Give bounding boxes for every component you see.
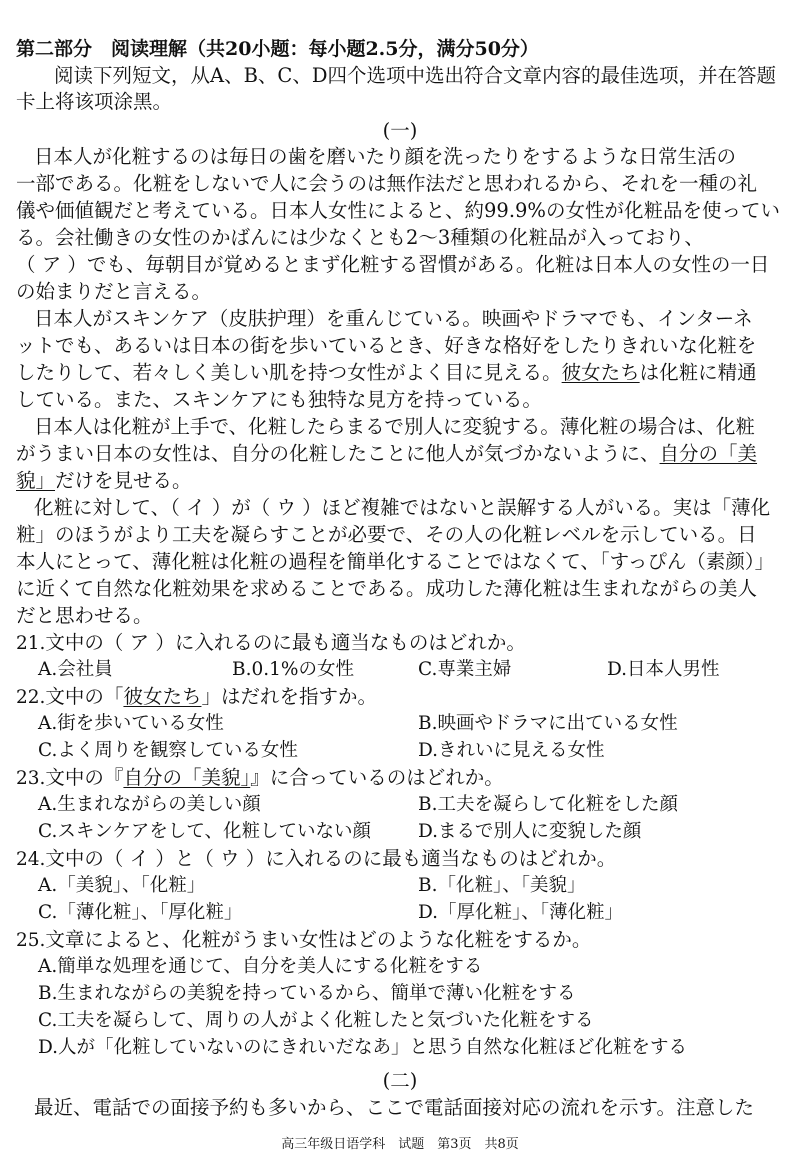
option-d[interactable]: D.日本人男性	[607, 659, 720, 680]
passage-text: だけを見せる。	[55, 469, 192, 492]
option-a[interactable]: A.生まれながらの美しい顔	[38, 794, 261, 815]
option-b[interactable]: B.工夫を凝らして化粧をした顔	[418, 794, 678, 815]
underlined-phrase-bibou: 自分の「美	[659, 442, 758, 465]
question-text: 文中の（ ア ）に入れるのに最も適当なものはどれか。	[45, 631, 526, 654]
question-text: 文章によると、化粧がうまい女性はどのような化粧をするか。	[45, 928, 592, 951]
question-stem	[16, 846, 786, 873]
instruction-line-2: 卡上将该项涂黑。	[16, 90, 173, 113]
passage-text: は化粧に精通	[639, 361, 757, 384]
option-b[interactable]: B.映画やドラマに出ている女性	[418, 713, 678, 734]
passage-line	[16, 441, 786, 467]
question-text: 文中の「	[45, 685, 124, 708]
passage-line	[16, 360, 786, 386]
option-d[interactable]: D.きれいに見える女性	[418, 740, 605, 761]
question-stem	[16, 927, 786, 954]
passage-line: 粧」のほうがより工夫を凝らすことが必要で、その人の化粧レベルを示している。日	[16, 523, 757, 546]
option-a[interactable]: A.簡単な処理を通じて、自分を美人にする化粧をする	[38, 956, 483, 977]
passage-line: 日本人が化粧するのは毎日の歯を磨いたり顔を洗ったりをするような日常生活の	[34, 145, 737, 168]
question-number: 21.	[16, 633, 46, 654]
passage-line: ットでも、あるいは日本の街を歩いているとき、好きな格好をしたりきれいな化粧を	[16, 334, 757, 357]
instruction-line-1: 阅读下列短文，从A、B、C、D四个选项中选出符合文章内容的最佳选项，并在答题	[54, 64, 776, 87]
option-c[interactable]: C.工夫を凝らして、周りの人がよく化粧したと気づいた化粧をする	[38, 1010, 594, 1031]
question-stem	[16, 684, 786, 711]
option-d[interactable]: D.「厚化粧」、「薄化粧」	[418, 902, 624, 923]
option-c[interactable]: C.「薄化粧」、「厚化粧」	[38, 902, 243, 923]
option-b[interactable]: B.0.1%の女性	[232, 659, 354, 680]
question-text: 文中の『	[45, 766, 124, 789]
passage-line: 儀や価値観だと考えている。日本人女性によると、約99.9%の女性が化粧品を使ってい	[16, 199, 780, 222]
question-stem	[16, 630, 786, 657]
question-text: 」はだれを指すか。	[201, 685, 377, 708]
option-c[interactable]: C.専業主婦	[418, 659, 512, 680]
passage-2-line: 最近、電話での面接予約も多いから、ここで電話面接対応の流れを示す。注意した	[34, 1096, 754, 1119]
question-stem	[16, 765, 786, 792]
page-footer: 高三年级日语学科 试题 第3页 共8页	[281, 1137, 519, 1152]
option-a[interactable]: A.会社員	[38, 659, 113, 680]
question-text: 文中の（ イ ）と（ ウ ）に入れるのに最も適当なものはどれか。	[45, 847, 617, 870]
question-number: 25.	[16, 930, 46, 951]
question-number: 23.	[16, 768, 46, 789]
passage-line: 日本人は化粧が上手で、化粧したらまるで別人に変貌する。薄化粧の場合は、化粧	[34, 415, 755, 438]
underlined-phrase-kanojotachi: 彼女たち	[561, 361, 640, 384]
option-a[interactable]: A.街を歩いている女性	[38, 713, 224, 734]
passage-line: の始まりだと言える。	[16, 280, 212, 303]
question-number: 24.	[16, 849, 46, 870]
option-c[interactable]: C.よく周りを観察している女性	[38, 740, 298, 761]
option-b[interactable]: B.「化粧」、「美貌」	[418, 875, 586, 896]
underlined-phrase-bibou-end: 貌」	[16, 469, 56, 492]
underlined-phrase: 自分の「美貌」	[123, 766, 251, 789]
question-number: 22.	[16, 687, 46, 708]
passage-line: る。会社働きの女性のかばんには少なくとも2～3種類の化粧品が入っており、	[16, 226, 704, 249]
option-d[interactable]: D.まるで別人に変貌した顔	[418, 821, 642, 842]
section-heading: 第二部分 阅读理解（共20小题：每小题2.5分，满分50分）	[16, 38, 539, 60]
underlined-phrase: 彼女たち	[123, 685, 202, 708]
passage-line: している。また、スキンケアにも独特な見方を持っている。	[16, 388, 542, 411]
passage-line: （ ア ）でも、毎朝目が覚めるとまず化粧する習慣がある。化粧は日本人の女性の一日	[16, 253, 770, 276]
passage-text: したりして、若々しく美しい肌を持つ女性がよく目に見える。	[16, 361, 562, 384]
passage-line: だと思わせる。	[16, 604, 153, 627]
question-text: 』に合っているのはどれか。	[250, 766, 504, 789]
option-a[interactable]: A.「美貌」、「化粧」	[38, 875, 206, 896]
passage-line: 日本人がスキンケア（皮肤护理）を重んじている。映画やドラマでも、インターネ	[34, 307, 753, 330]
passage-line: 本人にとって、薄化粧は化粧の過程を簡単化することではなくて、「すっぴん（素颜）」	[16, 550, 775, 573]
passage-1-marker: (一)	[382, 119, 418, 142]
passage-line	[16, 468, 786, 494]
option-b[interactable]: B.生まれながらの美貌を持っているから、簡単で薄い化粧をする	[38, 983, 576, 1004]
option-c[interactable]: C.スキンケアをして、化粧していない顔	[38, 821, 371, 842]
passage-text: がうまい日本の女性は、自分の化粧したことに他人が気づかないように、	[16, 442, 660, 465]
passage-line: 一部である。化粧をしないで人に会うのは無作法だと思われるから、それを一種の礼	[16, 172, 758, 195]
passage-2-marker: (二)	[382, 1069, 418, 1092]
passage-line: 化粧に対して、（ イ ）が（ ウ ）ほど複雑ではないと誤解する人がいる。実は「薄化	[34, 496, 771, 519]
passage-line: に近くて自然な化粧効果を求めることである。成功した薄化粧は生まれながらの美人	[16, 577, 758, 600]
option-d[interactable]: D.人が「化粧していないのにきれいだなあ」と思う自然な化粧ほど化粧をする	[38, 1037, 688, 1058]
